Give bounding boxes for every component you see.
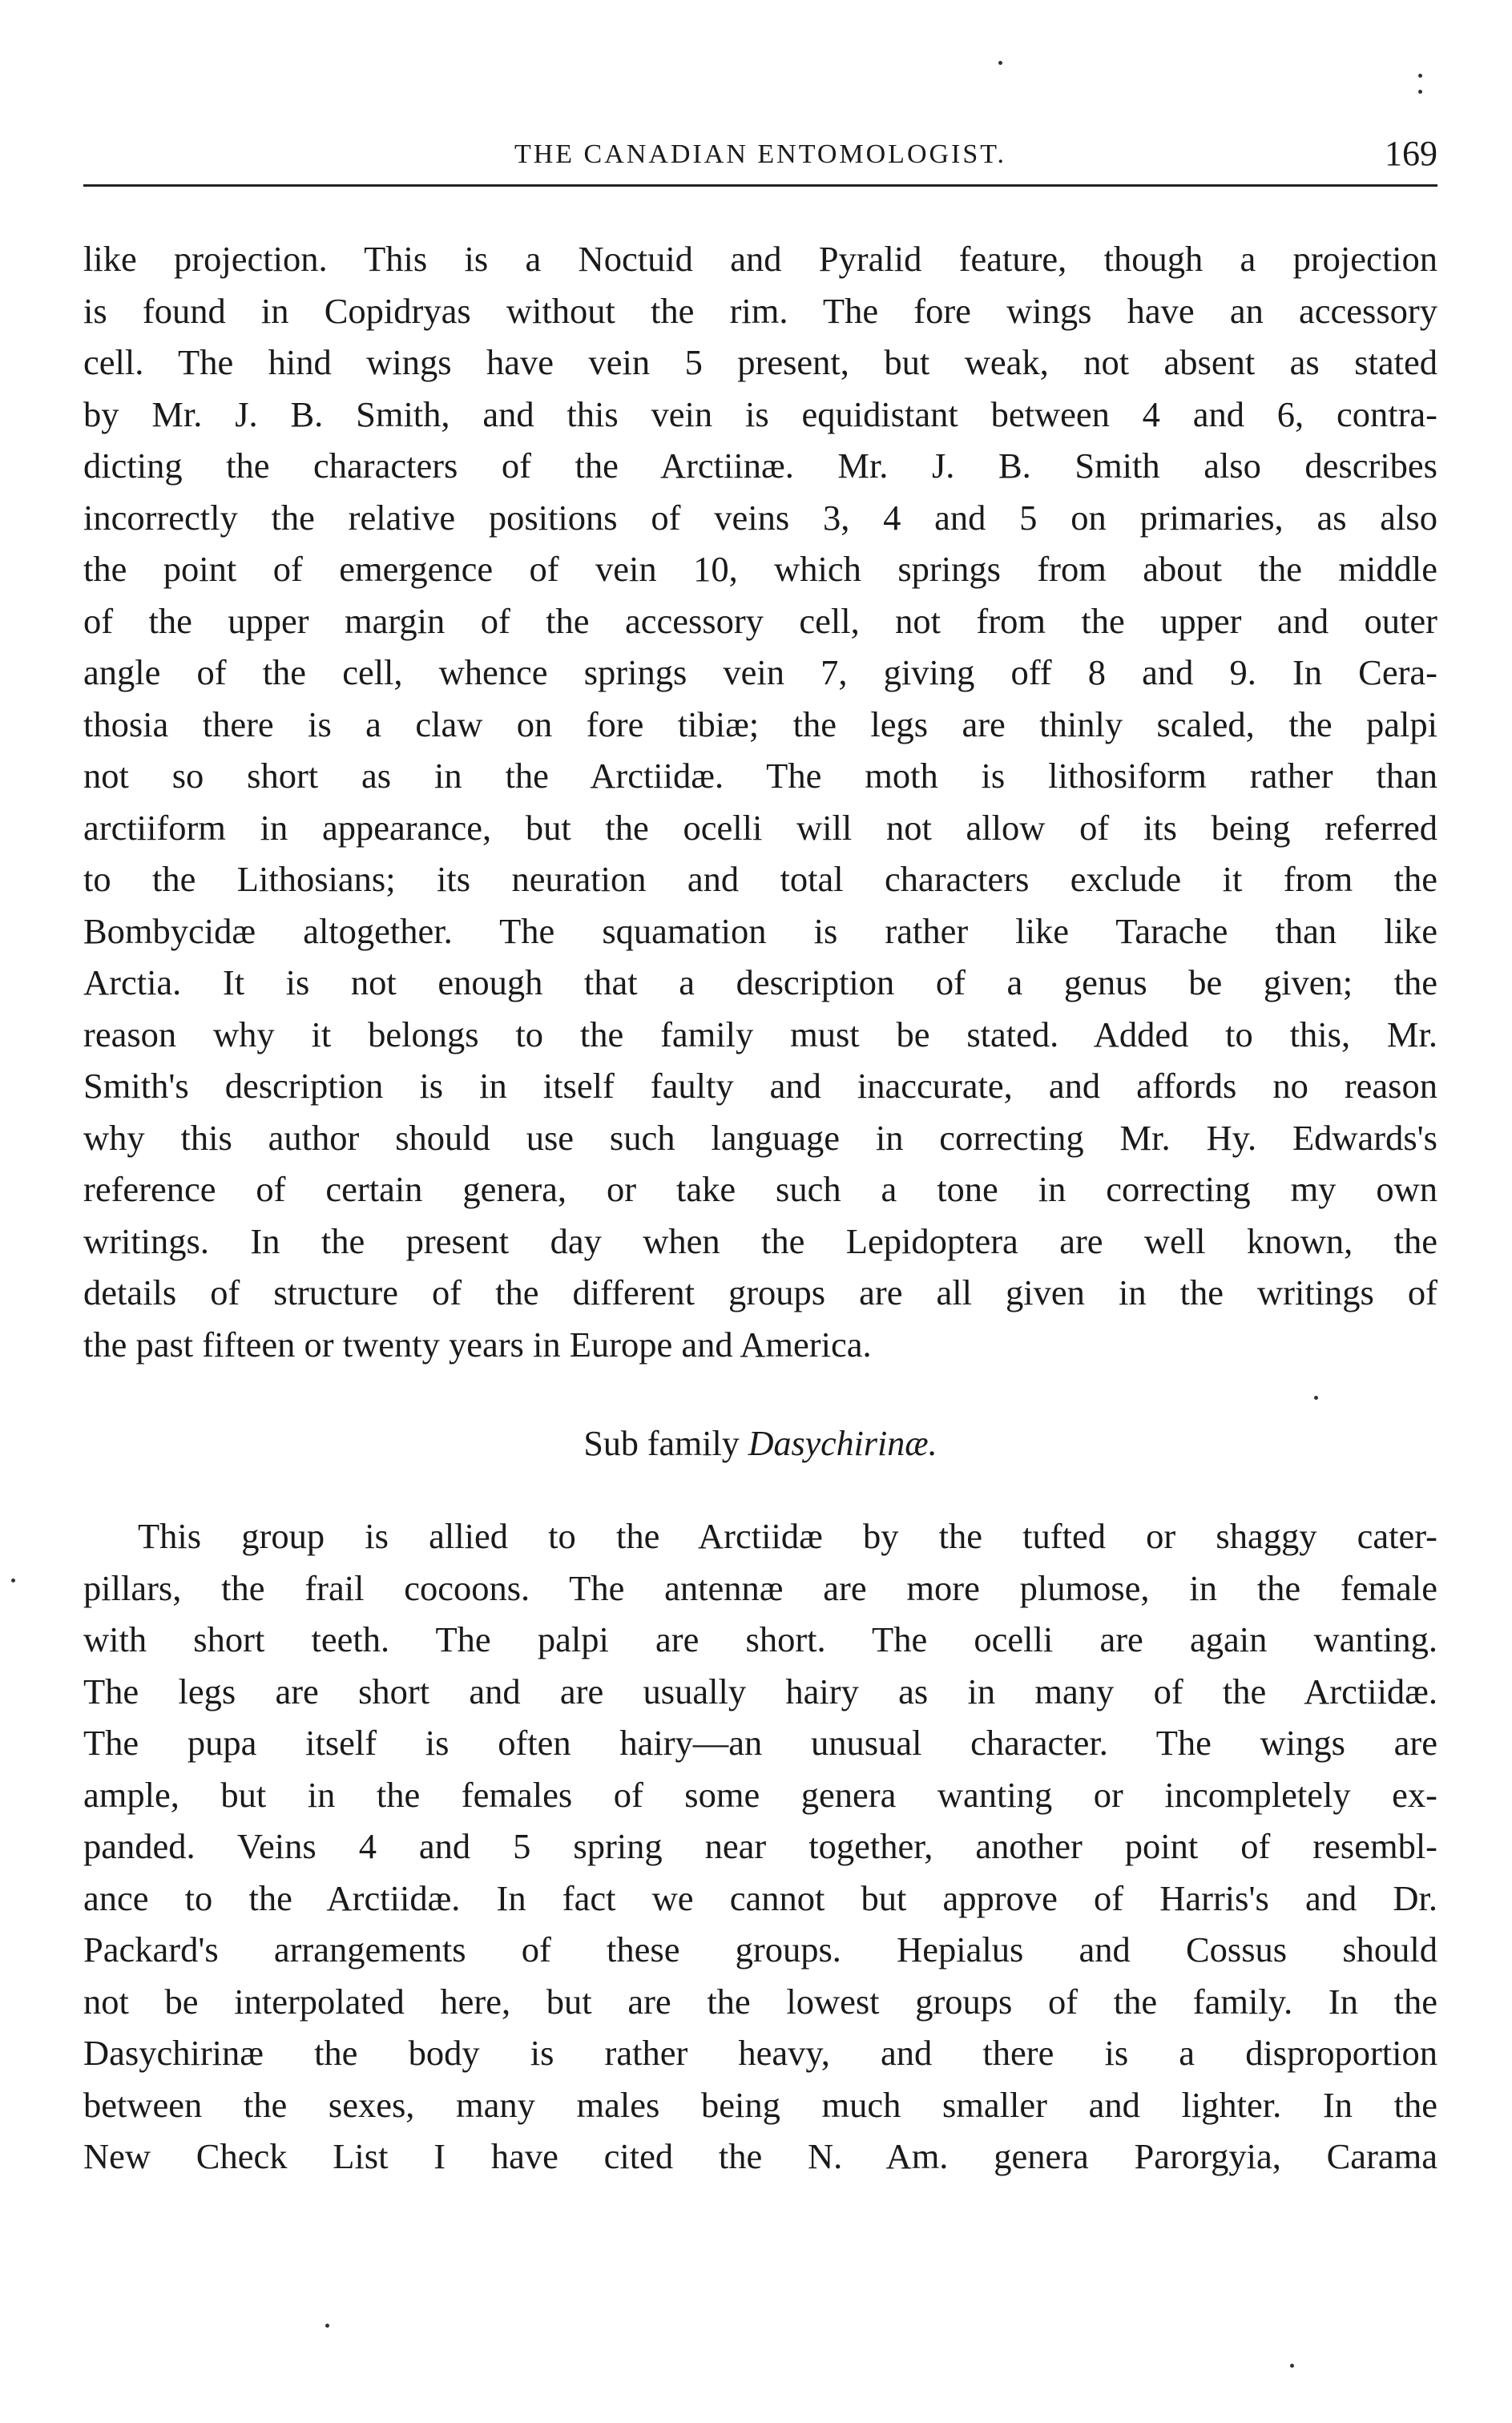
paragraph-main: [83, 233, 1437, 1370]
text-line: thosia there is a claw on fore tibiæ; the legs are thinly scaled, the palpi: [83, 704, 1437, 744]
text-line: the past fifteen or twenty years in Europe and America.: [83, 1324, 872, 1365]
text-line: Bombycidæ altogether. The squamation is rather like Tarache than like: [83, 910, 1437, 951]
print-speck: [998, 61, 1002, 65]
paragraph-dasychirinae: [83, 1510, 1437, 2183]
text-line: is found in Copidryas without the rim. The fore wings have an accessory: [83, 290, 1437, 331]
running-head: [83, 128, 1437, 187]
text-line: of the upper margin of the accessory cell, not from the upper and outer: [83, 600, 1437, 641]
print-speck: [325, 2324, 329, 2328]
text-line: Packard's arrangements of these groups. Hepialus and Cossus should: [83, 1929, 1437, 1969]
text-line: arctiiform in appearance, but the ocelli will not allow of its being referred: [83, 807, 1437, 848]
text-line: dicting the characters of the Arctiinæ. Mr. J. B. Smith also describes: [83, 445, 1437, 486]
section-heading: [83, 1423, 1437, 1464]
text-line: panded. Veins 4 and 5 spring near together, another point of resembl-: [83, 1826, 1437, 1866]
text-line: not be interpolated here, but are the lowest groups of the family. In the: [83, 1981, 1437, 2022]
text-line: like projection. This is a Noctuid and Pyralid feature, though a projection: [83, 239, 1437, 279]
print-speck: [1314, 1396, 1318, 1400]
text-line: why this author should use such language in correcting Mr. Hy. Edwards's: [83, 1117, 1437, 1158]
section-name: Dasychirinæ.: [748, 1424, 937, 1463]
text-line: reference of certain genera, or take such a tone in correcting my own: [83, 1169, 1437, 1209]
text-line: to the Lithosians; its neuration and total characters exclude it from the: [83, 859, 1437, 899]
text-line: writings. In the present day when the Lepidoptera are well known, the: [83, 1220, 1437, 1261]
text-line: ample, but in the females of some genera wanting or incompletely ex-: [83, 1774, 1437, 1815]
text-line: pillars, the frail cocoons. The antennæ are more plumose, in the female: [83, 1567, 1437, 1608]
document-page: [83, 128, 1437, 2183]
text-line: incorrectly the relative positions of veins 3, 4 and 5 on primaries, as also: [83, 497, 1437, 538]
text-line: with short teeth. The palpi are short. The ocelli are again wanting.: [83, 1619, 1437, 1659]
print-speck: [1418, 90, 1422, 94]
text-line: The legs are short and are usually hairy as in many of the Arctiidæ.: [83, 1671, 1437, 1711]
text-line: between the sexes, many males being much smaller and lighter. In the: [83, 2084, 1437, 2125]
journal-title: THE CANADIAN ENTOMOLOGIST.: [514, 139, 1007, 169]
print-speck: [11, 1578, 15, 1582]
text-line: cell. The hind wings have vein 5 present, but weak, not absent as stated: [83, 342, 1437, 382]
text-line: details of structure of the different groups are all given in the writings of: [83, 1272, 1437, 1312]
text-line: ance to the Arctiidæ. In fact we cannot but approve of Harris's and Dr.: [83, 1877, 1437, 1918]
text-line: Dasychirinæ the body is rather heavy, and there is a disproportion: [83, 2033, 1437, 2073]
text-line: Arctia. It is not enough that a description of a genus be given; the: [83, 962, 1437, 1002]
print-speck: [1418, 74, 1422, 78]
text-line: Smith's description is in itself faulty and inaccurate, and affords no reason: [83, 1066, 1437, 1106]
page-number: 169: [1385, 134, 1437, 173]
text-line: reason why it belongs to the family must be stated. Added to this, Mr.: [83, 1014, 1437, 1054]
text-line: by Mr. J. B. Smith, and this vein is equidistant between 4 and 6, contra-: [83, 393, 1437, 434]
text-line: the point of emergence of vein 10, which springs from about the middle: [83, 549, 1437, 589]
text-line: This group is allied to the Arctiidæ by the tufted or shaggy cater-: [138, 1516, 1437, 1556]
text-line: The pupa itself is often hairy—an unusual character. The wings are: [83, 1723, 1437, 1763]
section-prefix: Sub family: [583, 1424, 740, 1463]
text-line: New Check List I have cited the N. Am. genera Parorgyia, Carama: [83, 2136, 1437, 2176]
text-line: angle of the cell, whence springs vein 7, giving off 8 and 9. In Cera-: [83, 652, 1437, 692]
print-speck: [1290, 2364, 1294, 2368]
text-line: not so short as in the Arctiidæ. The moth is lithosiform rather than: [83, 756, 1437, 796]
